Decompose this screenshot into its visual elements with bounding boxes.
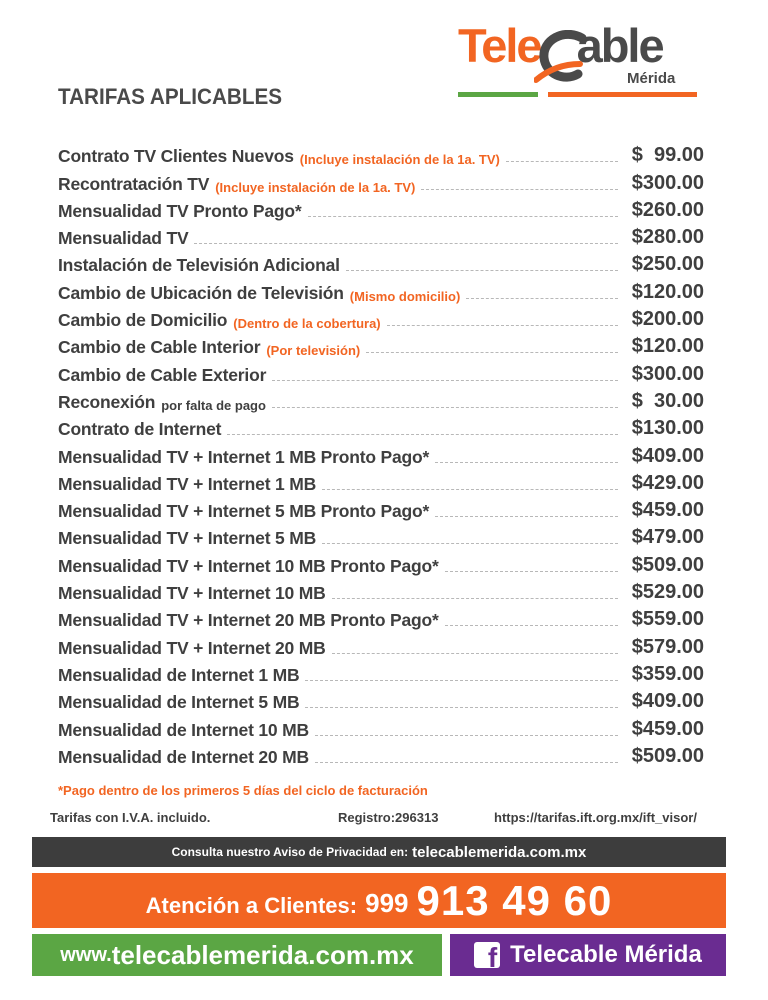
rate-label: Mensualidad TV + Internet 1 MB bbox=[58, 473, 317, 494]
dotted-leader bbox=[387, 325, 618, 326]
dotted-leader bbox=[305, 680, 618, 681]
rate-row bbox=[58, 468, 704, 495]
rate-label: Cambio de Ubicación de Televisión bbox=[58, 282, 344, 303]
dotted-leader bbox=[435, 462, 618, 463]
rate-row bbox=[58, 304, 704, 331]
dotted-leader bbox=[272, 380, 618, 381]
rate-price: $250.00 bbox=[631, 253, 704, 276]
rates-list bbox=[58, 140, 704, 768]
rate-label: Mensualidad de Internet 5 MB bbox=[58, 692, 300, 713]
rate-price: $120.00 bbox=[631, 280, 704, 303]
facebook-label: Telecable Mérida bbox=[510, 941, 702, 968]
rate-row bbox=[58, 549, 704, 576]
rate-label: Recontratación TV bbox=[58, 173, 210, 194]
rate-label: Mensualidad TV bbox=[58, 228, 189, 249]
facebook-icon bbox=[474, 942, 500, 973]
rate-label: Mensualidad de Internet 1 MB bbox=[58, 664, 300, 685]
dotted-leader bbox=[272, 407, 618, 408]
privacy-link[interactable]: telecablemerida.com.mx bbox=[412, 843, 587, 861]
rate-row bbox=[58, 686, 704, 713]
facebook-banner[interactable] bbox=[450, 934, 726, 976]
rate-label: Mensualidad TV + Internet 10 MB Pronto Pago* bbox=[58, 555, 439, 576]
rate-label: Reconexión bbox=[58, 391, 156, 412]
dotted-leader bbox=[421, 189, 618, 190]
dotted-leader bbox=[346, 270, 618, 271]
rate-price: $579.00 bbox=[631, 635, 704, 658]
rate-label: Cambio de Domicilio bbox=[58, 310, 228, 331]
rate-label: Mensualidad TV + Internet 5 MB bbox=[58, 528, 317, 549]
rate-label: Mensualidad TV + Internet 5 MB Pronto Pago* bbox=[58, 501, 430, 522]
rate-row bbox=[58, 522, 704, 549]
rate-row bbox=[58, 631, 704, 658]
rate-row bbox=[58, 495, 704, 522]
dotted-leader bbox=[445, 571, 618, 572]
dotted-leader bbox=[445, 625, 618, 626]
iva-note: Tarifas con I.V.A. incluido. bbox=[50, 810, 211, 825]
rate-price: $459.00 bbox=[631, 717, 704, 740]
website-www: www. bbox=[60, 943, 112, 966]
rate-price: $409.00 bbox=[631, 690, 704, 713]
phone-number[interactable]: 913 49 60 bbox=[416, 876, 613, 924]
rate-note: (Dentro de la cobertura) bbox=[233, 316, 381, 332]
section-title: TARIFAS APLICABLES bbox=[58, 84, 283, 109]
rate-price: $529.00 bbox=[631, 581, 704, 604]
rate-note: por falta de pago bbox=[161, 397, 266, 413]
dotted-leader bbox=[315, 762, 618, 763]
rate-row bbox=[58, 604, 704, 631]
dotted-leader bbox=[506, 161, 618, 162]
dotted-leader bbox=[227, 434, 618, 435]
rate-label: Mensualidad de Internet 10 MB bbox=[58, 719, 309, 740]
dotted-leader bbox=[322, 543, 618, 544]
rate-row bbox=[58, 222, 704, 249]
rate-row bbox=[58, 713, 704, 740]
rate-label: Mensualidad de Internet 20 MB bbox=[58, 746, 309, 767]
rate-label: Cambio de Cable Interior bbox=[58, 337, 261, 358]
rate-row bbox=[58, 195, 704, 222]
rate-price: $409.00 bbox=[631, 444, 704, 467]
rate-row bbox=[58, 413, 704, 440]
rate-note: (Incluye instalación de la 1a. TV) bbox=[299, 152, 500, 168]
rate-row bbox=[58, 659, 704, 686]
rate-price: $300.00 bbox=[631, 362, 704, 385]
facebook-glyph: f bbox=[487, 942, 498, 973]
rate-price: $280.00 bbox=[631, 226, 704, 249]
rate-label: Mensualidad TV + Internet 10 MB bbox=[58, 583, 326, 604]
logo-bar-green bbox=[458, 92, 538, 97]
rate-row bbox=[58, 440, 704, 467]
rate-price: $509.00 bbox=[631, 553, 704, 576]
rate-note: (Por televisión) bbox=[266, 343, 361, 359]
dotted-leader bbox=[322, 489, 618, 490]
rate-price: $459.00 bbox=[631, 499, 704, 522]
rate-row bbox=[58, 249, 704, 276]
rate-price: $359.00 bbox=[631, 662, 704, 685]
dotted-leader bbox=[332, 598, 618, 599]
rate-label: Cambio de Cable Exterior bbox=[58, 364, 267, 385]
rate-price: $ 99.00 bbox=[631, 144, 704, 167]
rate-row bbox=[58, 276, 704, 303]
rate-price: $509.00 bbox=[631, 744, 704, 767]
website-domain: telecablemerida.com.mx bbox=[111, 939, 414, 970]
footnote: *Pago dentro de los primeros 5 días del ciclo de facturación bbox=[58, 783, 428, 798]
customer-service-banner bbox=[32, 873, 726, 928]
rate-price: $200.00 bbox=[631, 308, 704, 331]
rate-label: Mensualidad TV + Internet 20 MB bbox=[58, 637, 326, 658]
rate-row bbox=[58, 140, 704, 167]
rate-row bbox=[58, 577, 704, 604]
dotted-leader bbox=[435, 516, 618, 517]
rate-price: $300.00 bbox=[631, 171, 704, 194]
website-banner[interactable] bbox=[32, 934, 442, 976]
rate-note: (Incluye instalación de la 1a. TV) bbox=[215, 179, 416, 195]
phone-prefix[interactable]: 999 bbox=[365, 888, 409, 918]
rate-price: $120.00 bbox=[631, 335, 704, 358]
logo-word-able: able bbox=[576, 19, 663, 72]
rate-label: Instalación de Televisión Adicional bbox=[58, 255, 340, 276]
rate-row bbox=[58, 741, 704, 768]
rate-price: $260.00 bbox=[631, 198, 704, 221]
logo-city: Mérida bbox=[627, 70, 676, 87]
registration-number: Registro:296313 bbox=[338, 810, 439, 825]
rate-label: Mensualidad TV + Internet 1 MB Pronto Pago* bbox=[58, 446, 430, 467]
privacy-text: Consulta nuestro Aviso de Privacidad en: bbox=[171, 845, 409, 859]
dotted-leader bbox=[305, 707, 618, 708]
ift-url-link[interactable]: https://tarifas.ift.org.mx/ift_visor/ bbox=[494, 810, 697, 825]
rate-price: $130.00 bbox=[631, 417, 704, 440]
rate-label: Mensualidad TV + Internet 20 MB Pronto Pago* bbox=[58, 610, 439, 631]
dotted-leader bbox=[332, 653, 618, 654]
rate-label: Contrato TV Clientes Nuevos bbox=[58, 146, 294, 167]
rate-price: $479.00 bbox=[631, 526, 704, 549]
logo-bar-orange bbox=[548, 92, 697, 97]
dotted-leader bbox=[194, 243, 618, 244]
dotted-leader bbox=[315, 735, 618, 736]
customer-service-label: Atención a Clientes: bbox=[145, 892, 358, 918]
rate-row bbox=[58, 358, 704, 385]
logo-word-tele: Tele bbox=[458, 19, 541, 72]
privacy-banner bbox=[32, 837, 726, 867]
rate-row bbox=[58, 167, 704, 194]
brand-logo bbox=[456, 20, 696, 100]
dotted-leader bbox=[308, 216, 618, 217]
rate-row bbox=[58, 331, 704, 358]
rate-label: Contrato de Internet bbox=[58, 419, 222, 440]
rate-price: $ 30.00 bbox=[631, 389, 704, 412]
rate-price: $559.00 bbox=[631, 608, 704, 631]
dotted-leader bbox=[466, 298, 618, 299]
logo-c-swoosh-icon bbox=[534, 30, 594, 86]
rate-row bbox=[58, 386, 704, 413]
rate-price: $429.00 bbox=[631, 471, 704, 494]
rate-note: (Mismo domicilio) bbox=[349, 288, 461, 304]
dotted-leader bbox=[366, 352, 618, 353]
rate-label: Mensualidad TV Pronto Pago* bbox=[58, 200, 302, 221]
